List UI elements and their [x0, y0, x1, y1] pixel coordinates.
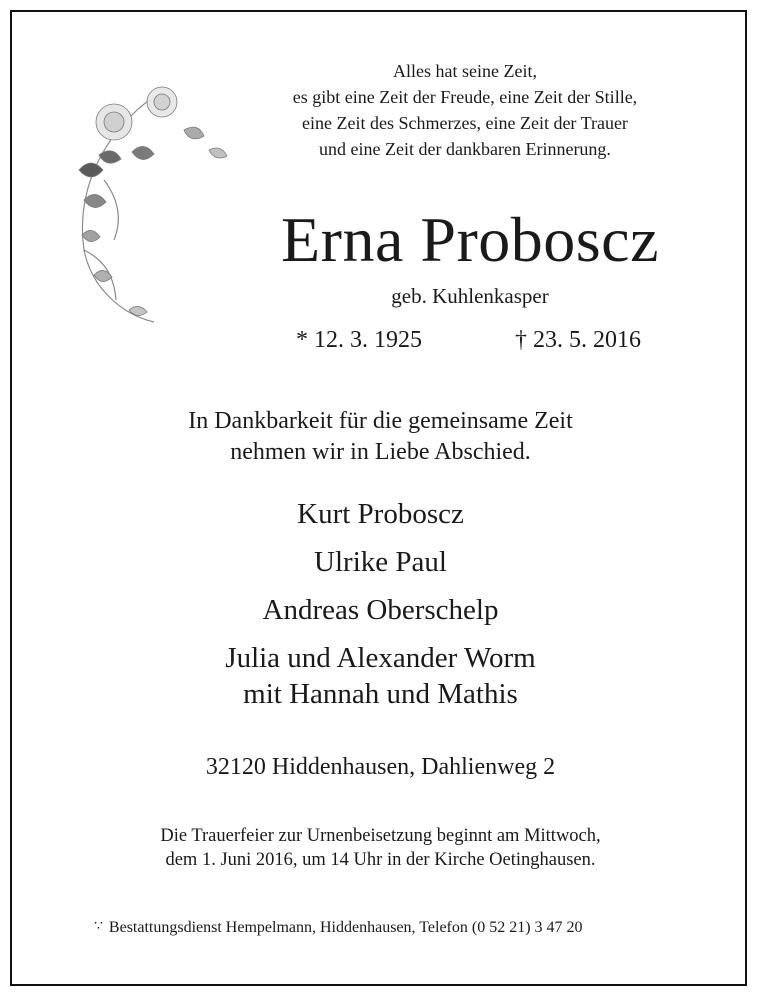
family-member-line: Julia und Alexander Worm	[225, 642, 536, 674]
thanks-text	[0, 406, 761, 468]
undertaker-info	[94, 916, 583, 939]
deceased-name: Erna Proboscz	[281, 204, 659, 275]
family-member-group	[0, 640, 761, 712]
poem-line: und eine Zeit der dankbaren Erinnerung.	[319, 139, 611, 159]
service-info	[0, 824, 761, 872]
family-member-line: mit Hannah und Mathis	[243, 678, 518, 710]
death-date: † 23. 5. 2016	[515, 327, 641, 353]
service-line: dem 1. Juni 2016, um 14 Uhr in der Kirche Oetinghausen.	[165, 850, 596, 870]
rose-decoration-icon	[44, 60, 254, 330]
thanks-line: nehmen wir in Liebe Abschied.	[230, 439, 531, 465]
thanks-line: In Dankbarkeit für die gemeinsame Zeit	[188, 408, 573, 434]
family-member: Ulrike Paul	[314, 546, 447, 578]
family-member: Andreas Oberschelp	[262, 594, 499, 626]
service-line: Die Trauerfeier zur Urnenbeisetzung beginnt am Mittwoch,	[160, 826, 601, 846]
undertaker-text: Bestattungsdienst Hempelmann, Hiddenhausen, Telefon (0 52 21) 3 47 20	[108, 919, 583, 936]
maiden-name: geb. Kuhlenkasper	[391, 284, 549, 308]
family-member: Kurt Proboscz	[297, 498, 464, 530]
family-list	[0, 490, 761, 712]
poem	[245, 58, 685, 162]
life-dates	[296, 325, 641, 355]
poem-line: Alles hat seine Zeit,	[393, 61, 537, 81]
family-address: 32120 Hiddenhausen, Dahlienweg 2	[205, 754, 556, 780]
poem-line: es gibt eine Zeit der Freude, eine Zeit der Stille,	[292, 87, 638, 107]
birth-date: * 12. 3. 1925	[296, 327, 422, 353]
dots-icon: ∵	[94, 919, 103, 934]
poem-line: eine Zeit des Schmerzes, eine Zeit der Trauer	[302, 113, 628, 133]
